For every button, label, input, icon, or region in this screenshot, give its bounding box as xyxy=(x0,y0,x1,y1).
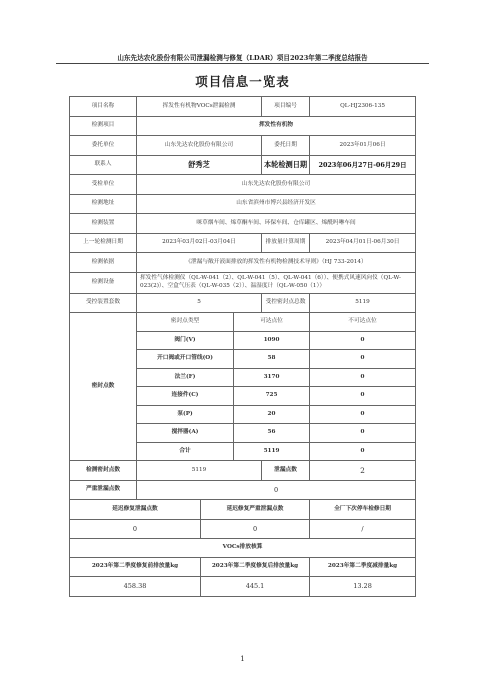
seal-unreachable: 0 xyxy=(310,442,416,461)
label-units: 受控装置套数 xyxy=(70,293,137,313)
value-device: 咪草烟车间、烯草酮车间、环保车间、仓库罐区、烯酰吗啉车间 xyxy=(137,214,416,234)
row-basis xyxy=(70,253,416,273)
value-units: 5 xyxy=(137,293,262,313)
seal-reachable: 58 xyxy=(234,350,310,369)
label-basis: 检测依据 xyxy=(70,253,137,273)
seal-header-row xyxy=(70,313,416,332)
label-last-date: 上一轮检测日期 xyxy=(70,233,137,253)
row-address xyxy=(70,194,416,214)
value-equipment: 挥发性气体检测仪（QL-W-041（2）、QL-W-041（5）、QL-W-041（6））、便携式风速风向仪（QL-W-023(2)）、空盒气压表（QL-W-035（2））、温湿度计（QL-W-050（1）） xyxy=(137,272,416,293)
seal-unreachable: 0 xyxy=(310,331,416,350)
value-period: 2023年06月27日-06月29日 xyxy=(310,155,416,175)
seal-col-reachable: 可达点位 xyxy=(234,313,310,332)
value-vocs-before: 458.38 xyxy=(70,577,201,597)
vocs-section-label: VOCs排放核算 xyxy=(70,539,416,558)
label-project-name: 项目名称 xyxy=(70,97,137,117)
project-info-table xyxy=(69,96,416,597)
value-basis: 《泄漏与敞开液面排放的挥发性有机物检测技术导则》（HJ 733-2014） xyxy=(137,253,416,273)
seal-type: 开口阀或开口管线(O) xyxy=(137,350,234,369)
label-inspected-unit: 受检单位 xyxy=(70,175,137,195)
seal-type: 法兰(F) xyxy=(137,368,234,387)
label-vocs-after: 2023年第二季度修复后排放量kg xyxy=(201,557,310,577)
value-delay-severe: 0 xyxy=(201,519,310,539)
row-equipment xyxy=(70,272,416,293)
label-vocs-before: 2023年第二季度修复前排放量kg xyxy=(70,557,201,577)
row-detected xyxy=(70,461,416,481)
label-item: 检测项目 xyxy=(70,116,137,136)
seal-type: 搅拌器(A) xyxy=(137,424,234,443)
label-delay-severe: 延迟修复严重泄漏点数 xyxy=(201,500,310,520)
label-equipment: 检测设备 xyxy=(70,272,137,293)
seal-reachable: 3170 xyxy=(234,368,310,387)
seal-type: 阀门(V) xyxy=(137,331,234,350)
label-commission-date: 委托日期 xyxy=(262,136,310,156)
seal-type: 连接件(C) xyxy=(137,387,234,406)
label-points-total: 受控密封点总数 xyxy=(262,293,310,313)
value-project-name: 挥发性有机物VOCs泄漏检测 xyxy=(137,97,262,117)
row-device xyxy=(70,214,416,234)
value-vocs-reduction: 13.28 xyxy=(310,577,416,597)
value-shutdown: / xyxy=(310,519,416,539)
label-address: 检测地址 xyxy=(70,194,137,214)
label-leak: 泄漏点数 xyxy=(262,461,310,481)
value-commission-date: 2023年01月06日 xyxy=(310,136,416,156)
report-header: 山东先达农化股份有限公司泄漏检测与修复（LDAR）项目2023年第二季度总结报告 xyxy=(117,54,368,62)
header-rule xyxy=(56,63,429,64)
row-item xyxy=(70,116,416,136)
row-vocs-section xyxy=(70,539,416,558)
value-detected: 5119 xyxy=(137,461,262,481)
value-vocs-after: 445.1 xyxy=(201,577,310,597)
label-emission-period: 排放量计算周期 xyxy=(262,233,310,253)
value-address: 山东省滨州市博兴县经济开发区 xyxy=(137,194,416,214)
value-last-date: 2023年03月02日-03月04日 xyxy=(137,233,262,253)
seal-reachable: 1090 xyxy=(234,331,310,350)
row-client xyxy=(70,136,416,156)
label-vocs-reduction: 2023年第二季度减排量kg xyxy=(310,557,416,577)
value-points-total: 5119 xyxy=(310,293,416,313)
seal-unreachable: 0 xyxy=(310,405,416,424)
value-item: 挥发性有机物 xyxy=(137,116,416,136)
value-contact: 舒秀芝 xyxy=(137,155,262,175)
seal-reachable: 725 xyxy=(234,387,310,406)
value-project-no: QL-HJ2306-135 xyxy=(310,97,416,117)
row-delay-values xyxy=(70,519,416,539)
row-units xyxy=(70,293,416,313)
label-contact: 联系人 xyxy=(70,155,137,175)
page-number: 1 xyxy=(240,655,245,663)
label-delay: 延迟修复泄漏点数 xyxy=(70,500,201,520)
seal-type: 泵(P) xyxy=(137,405,234,424)
label-project-no: 项目编号 xyxy=(262,97,310,117)
label-period: 本轮检测日期 xyxy=(262,155,310,175)
value-inspected-unit: 山东先达农化股份有限公司 xyxy=(137,175,416,195)
seal-reachable: 56 xyxy=(234,424,310,443)
page-title: 项目信息一览表 xyxy=(195,74,290,89)
seal-unreachable: 0 xyxy=(310,350,416,369)
row-vocs-labels xyxy=(70,557,416,577)
row-vocs-values xyxy=(70,577,416,597)
label-device: 检测装置 xyxy=(70,214,137,234)
seal-unreachable: 0 xyxy=(310,368,416,387)
value-emission-period: 2023年04月01日-06月30日 xyxy=(310,233,416,253)
row-project-name xyxy=(70,97,416,117)
value-leak: 2 xyxy=(310,461,416,481)
value-client: 山东先达农化股份有限公司 xyxy=(137,136,262,156)
row-delay-labels xyxy=(70,500,416,520)
seal-group-label: 密封点数 xyxy=(70,313,137,461)
seal-unreachable: 0 xyxy=(310,387,416,406)
label-severe: 严重泄漏点数 xyxy=(70,480,137,500)
seal-reachable: 20 xyxy=(234,405,310,424)
label-shutdown: 全厂下次停车检修日期 xyxy=(310,500,416,520)
seal-col-type: 密封点类型 xyxy=(137,313,234,332)
seal-type: 合计 xyxy=(137,442,234,461)
label-client: 委托单位 xyxy=(70,136,137,156)
seal-reachable: 5119 xyxy=(234,442,310,461)
seal-col-unreachable: 不可达点位 xyxy=(310,313,416,332)
value-severe: 0 xyxy=(137,480,416,500)
row-severe xyxy=(70,480,416,500)
value-delay: 0 xyxy=(70,519,201,539)
label-detected: 检测密封点数 xyxy=(70,461,137,481)
seal-unreachable: 0 xyxy=(310,424,416,443)
row-contact xyxy=(70,155,416,175)
row-last-date xyxy=(70,233,416,253)
row-inspected-unit xyxy=(70,175,416,195)
